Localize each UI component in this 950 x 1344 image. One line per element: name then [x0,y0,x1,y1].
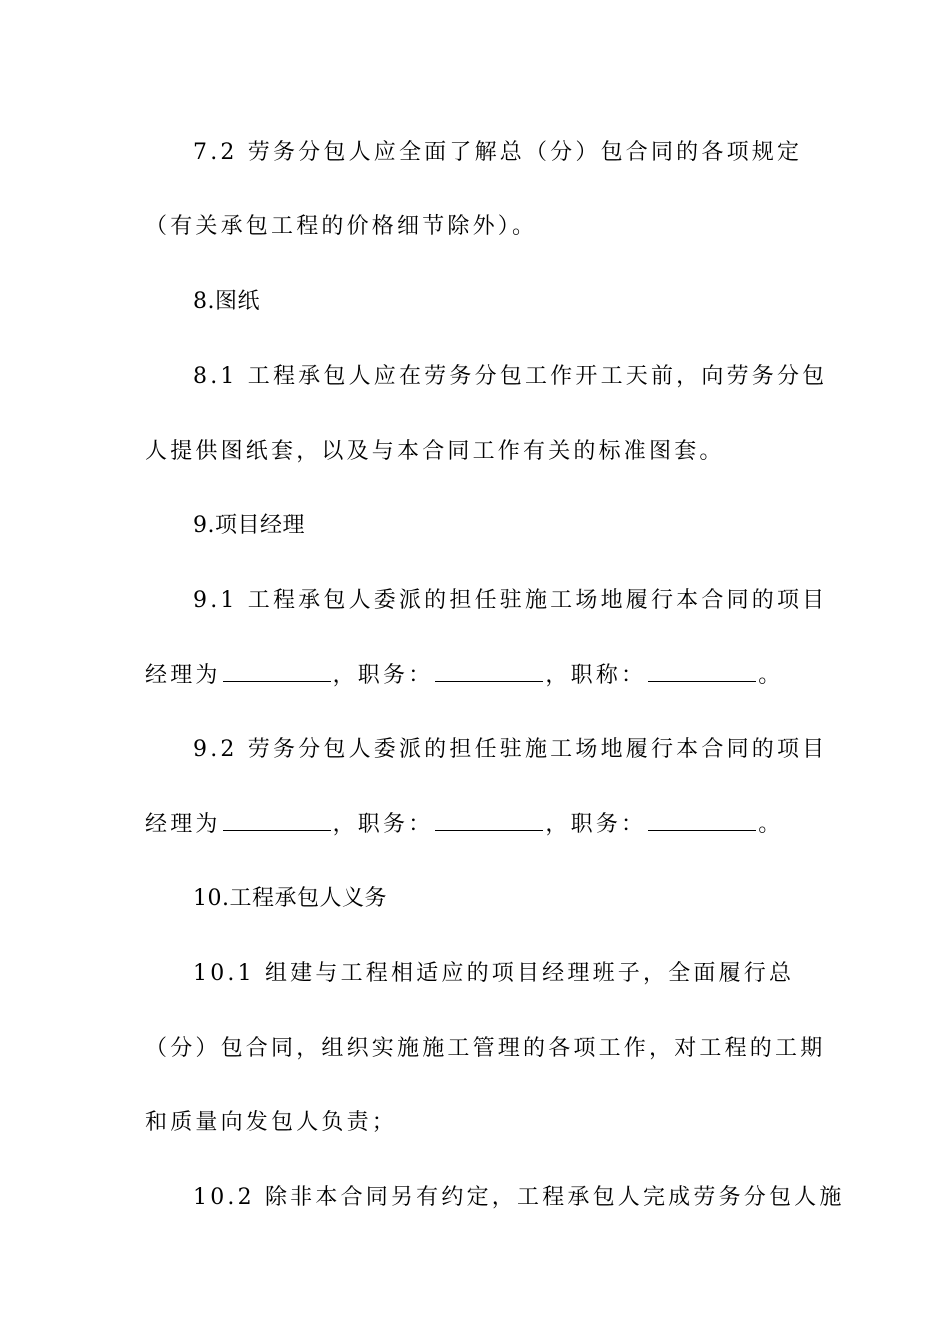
line-end-period: 。 [758,663,784,688]
label-position: ，职务： [332,663,434,688]
label-position-3: ，职务： [545,812,647,837]
blank-position[interactable] [435,661,543,682]
label-position-2: ，职务： [332,812,434,837]
paragraph-8-1-line-1: 8.1 工程承包人应在劳务分包工作开工天前，向劳务分包 [193,364,828,389]
blank-manager-name[interactable] [223,661,331,682]
paragraph-7-2-line-1: 7.2 劳务分包人应全面了解总（分）包合同的各项规定 [193,140,803,165]
label-manager: 经理为 [145,663,221,688]
paragraph-9-2-line-1: 9.2 劳务分包人委派的担任驻施工场地履行本合同的项目 [193,737,828,762]
heading-10-contractor-obligations: 10.工程承包人义务 [193,886,387,911]
label-title: ，职称： [545,663,647,688]
paragraph-7-2-line-2: （有关承包工程的价格细节除外）。 [145,214,538,239]
label-manager-2: 经理为 [145,812,221,837]
heading-8-drawings: 8.图纸 [193,289,260,314]
paragraph-8-1-line-2: 人提供图纸套，以及与本合同工作有关的标准图套。 [145,439,725,464]
blank-manager-name-2[interactable] [223,810,331,831]
blank-position-3[interactable] [648,810,756,831]
paragraph-9-1-line-2 [145,661,805,691]
paragraph-10-1-line-2: （分）包合同，组织实施施工管理的各项工作，对工程的工期 [145,1036,826,1061]
paragraph-10-1-line-3: 和质量向发包人负责； [145,1110,398,1135]
paragraph-10-2-line-1: 10.2 除非本合同另有约定，工程承包人完成劳务分包人施 [193,1185,845,1210]
blank-position-2[interactable] [435,810,543,831]
paragraph-10-1-line-1: 10.1 组建与工程相适应的项目经理班子，全面履行总 [193,961,795,986]
heading-9-project-manager: 9.项目经理 [193,513,305,538]
blank-title[interactable] [648,661,756,682]
paragraph-9-2-line-2 [145,810,805,840]
paragraph-9-1-line-1: 9.1 工程承包人委派的担任驻施工场地履行本合同的项目 [193,588,828,613]
line-end-period-2: 。 [758,812,784,837]
